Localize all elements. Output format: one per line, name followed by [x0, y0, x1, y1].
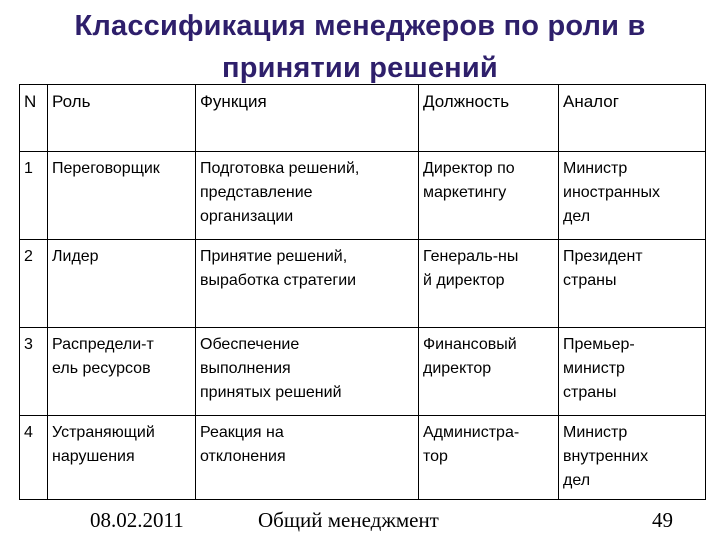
cell-analog: Премьер- министр страны — [559, 328, 706, 416]
table-row — [20, 152, 706, 240]
cell-position: Администра- тор — [419, 416, 559, 500]
cell-number: 4 — [20, 416, 48, 500]
table-row — [20, 328, 706, 416]
cell-function: Реакция на отклонения — [196, 416, 419, 500]
cell-analog: Президент страны — [559, 240, 706, 328]
slide-title: Классификация менеджеров по роли в принятии решений — [74, 10, 646, 84]
header-function: Функция — [196, 85, 419, 152]
cell-role: Устраняющий нарушения — [48, 416, 196, 500]
cell-role: Лидер — [48, 240, 196, 328]
cell-function: Обеспечение выполнения принятых решений — [196, 328, 419, 416]
table-header-row — [20, 85, 706, 152]
cell-analog: Министр иностранных дел — [559, 152, 706, 240]
header-role: Роль — [48, 85, 196, 152]
cell-position: Генераль-ны й директор — [419, 240, 559, 328]
cell-role: Переговорщик — [48, 152, 196, 240]
roles-table — [19, 84, 706, 500]
cell-analog: Министр внутренних дел — [559, 416, 706, 500]
cell-position: Финансовый директор — [419, 328, 559, 416]
cell-function: Принятие решений, выработка стратегии — [196, 240, 419, 328]
table-row — [20, 240, 706, 328]
header-position: Должность — [419, 85, 559, 152]
cell-function: Подготовка решений, представление организации — [196, 152, 419, 240]
table-row — [20, 416, 706, 500]
cell-position: Директор по маркетингу — [419, 152, 559, 240]
cell-number: 3 — [20, 328, 48, 416]
header-analog: Аналог — [559, 85, 706, 152]
footer-course-name: Общий менеджмент — [258, 508, 439, 532]
header-number: N — [20, 85, 48, 152]
cell-number: 2 — [20, 240, 48, 328]
cell-number: 1 — [20, 152, 48, 240]
cell-role: Распредели-т ель ресурсов — [48, 328, 196, 416]
page-number: 49 — [652, 508, 673, 532]
footer-date: 08.02.2011 — [90, 508, 184, 532]
